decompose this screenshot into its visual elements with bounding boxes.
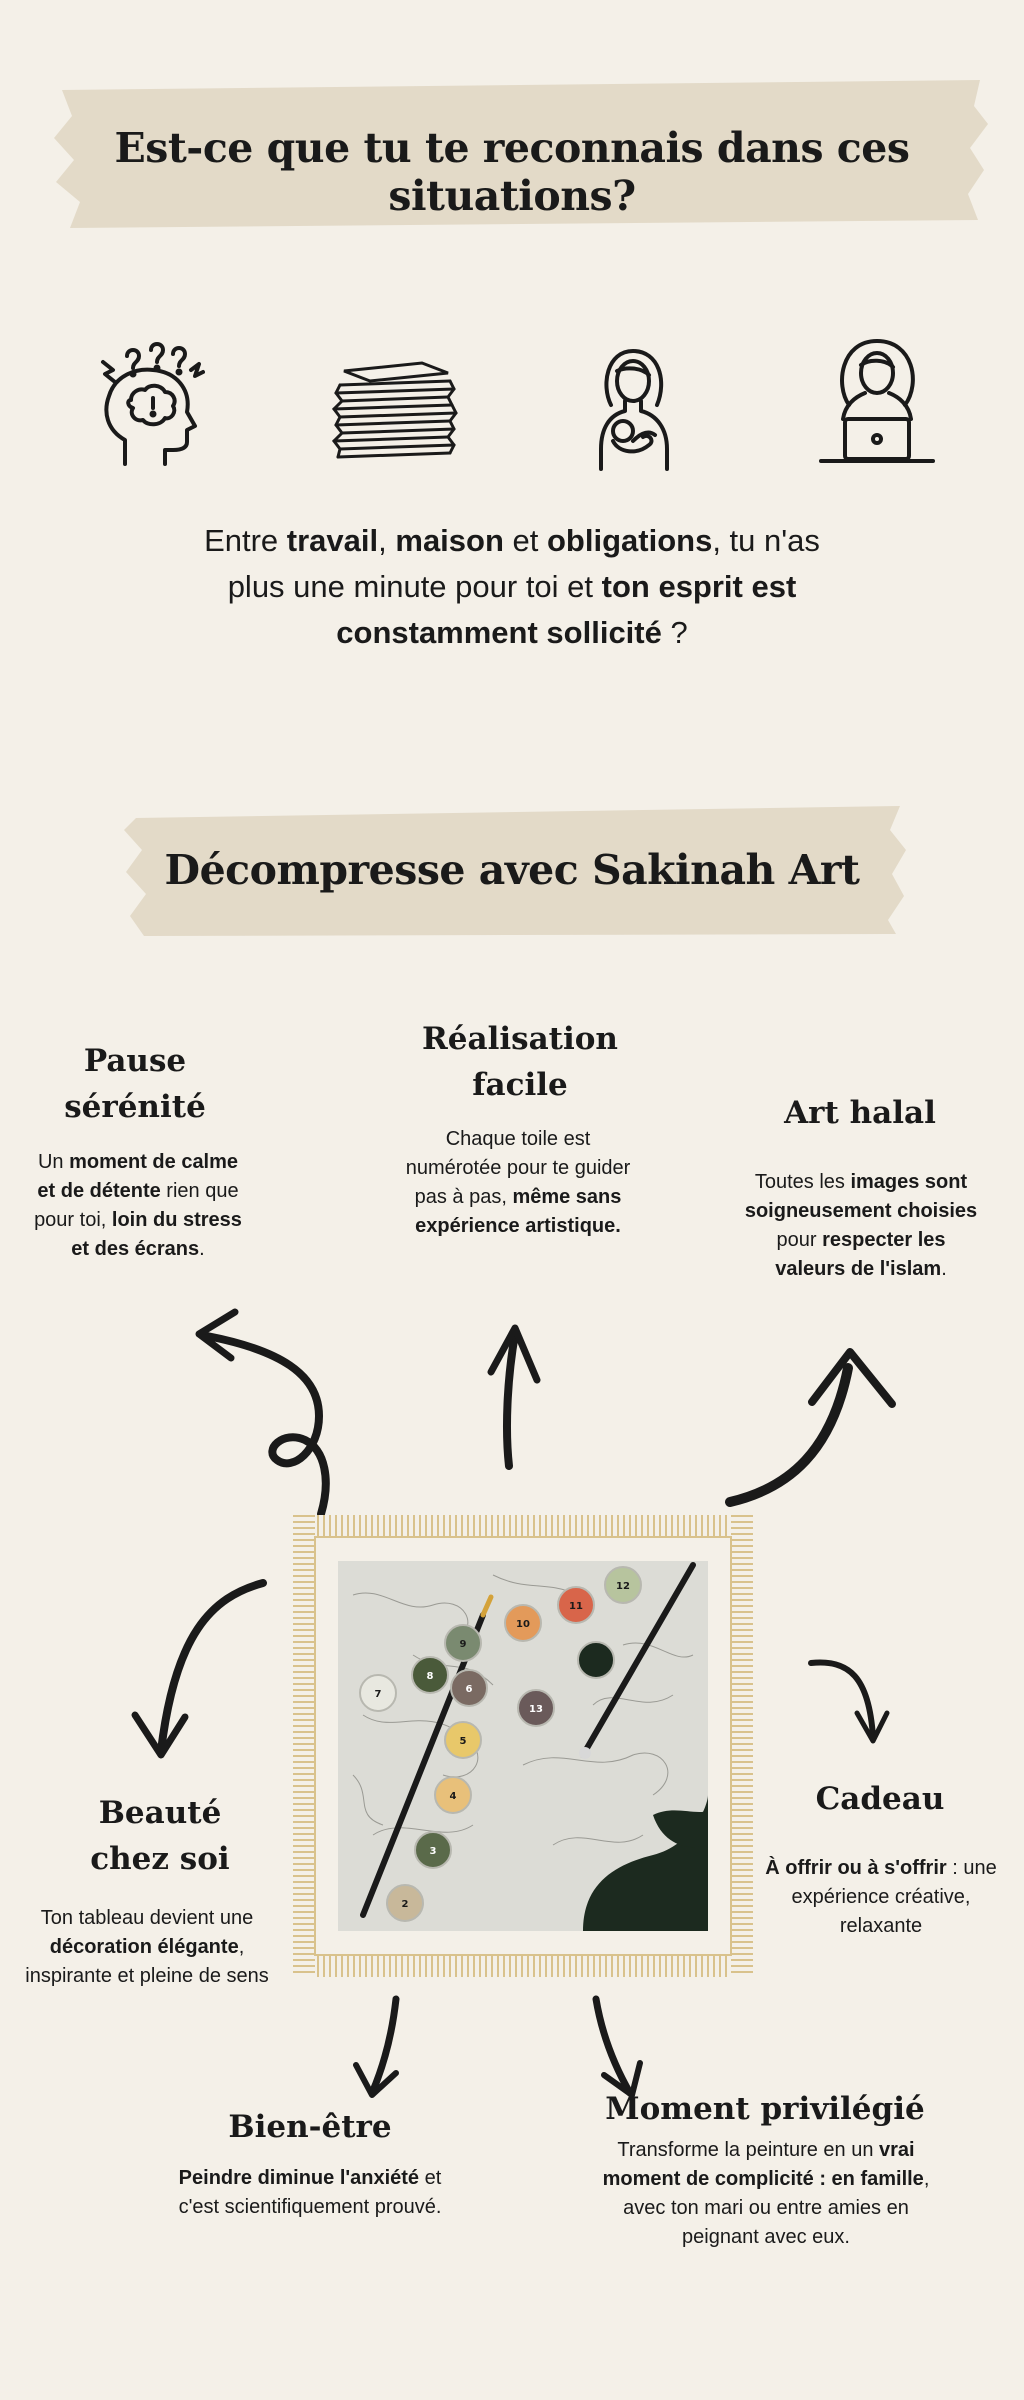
feature-desc-moment: Transforme la peinture en un vrai moment de complicité : en famille, avec ton mari ou entre amies en peignant avec eux. <box>602 2139 930 2248</box>
svg-text:11: 11 <box>569 1601 583 1612</box>
stressed-head-icon <box>95 340 205 470</box>
intro-text: Entre travail, maison et obligations, tu n'as plus une minute pour toi et ton esprit est constamment sollicité ? <box>204 523 820 650</box>
svg-text:9: 9 <box>459 1639 467 1650</box>
feature-desc-halal: Toutes les images sont soigneusement choisies pour respecter les valeurs de l'islam. <box>744 1171 978 1280</box>
svg-text:4: 4 <box>449 1791 457 1802</box>
feature-title-beaute: Beauté chez soi <box>90 1795 230 1877</box>
feature-desc-bienetre: Peindre diminue l'anxiété et c'est scientifiquement prouvé. <box>178 2167 442 2218</box>
feature-title-halal: Art halal <box>784 1095 936 1131</box>
curly-arrow-icon <box>185 1300 345 1520</box>
svg-text:13: 13 <box>529 1704 543 1715</box>
svg-text:8: 8 <box>426 1671 434 1682</box>
svg-text:7: 7 <box>374 1689 382 1700</box>
svg-text:10: 10 <box>516 1619 530 1630</box>
small-curved-arrow-icon <box>805 1655 895 1745</box>
down-left-arrow-icon <box>125 1575 270 1765</box>
feature-desc-cadeau: À offrir ou à s'offrir : une expérience créative, relaxante <box>765 1857 997 1937</box>
paper-stack-icon <box>330 355 460 465</box>
up-arrow-icon <box>485 1320 545 1470</box>
up-right-arrow-icon <box>720 1340 900 1510</box>
woman-at-laptop-icon <box>815 335 940 470</box>
svg-text:6: 6 <box>465 1684 473 1695</box>
mother-with-baby-icon <box>585 345 685 475</box>
svg-text:5: 5 <box>459 1736 467 1747</box>
feature-title-bienetre: Bien-être <box>228 2109 392 2145</box>
section2-heading: Décompresse avec Sakinah Art <box>164 846 860 894</box>
feature-desc-realisation: Chaque toile est numérotée pour te guider pas à pas, même sans expérience artistique. <box>405 1128 631 1237</box>
feature-desc-beaute: Ton tableau devient une décoration élégante, inspirante et pleine de sens <box>25 1907 269 1987</box>
paint-kit-photo <box>293 1515 753 1977</box>
feature-title-realisation: Réalisation facile <box>422 1021 618 1103</box>
feature-desc-pause: Un moment de calme et de détente rien que pour toi, loin du stress et des écrans. <box>34 1151 242 1260</box>
svg-text:12: 12 <box>616 1581 630 1592</box>
down-arrow-right-icon <box>590 1995 650 2100</box>
feature-title-moment: Moment privilégié <box>605 2091 925 2127</box>
down-arrow-left-icon <box>350 1995 410 2100</box>
feature-title-pause: Pause sérénité <box>64 1043 206 1125</box>
section1-heading: Est-ce que tu te reconnais dans ces situations? <box>114 124 910 220</box>
svg-text:2: 2 <box>401 1899 409 1910</box>
feature-title-cadeau: Cadeau <box>815 1781 945 1817</box>
svg-text:3: 3 <box>429 1846 437 1857</box>
